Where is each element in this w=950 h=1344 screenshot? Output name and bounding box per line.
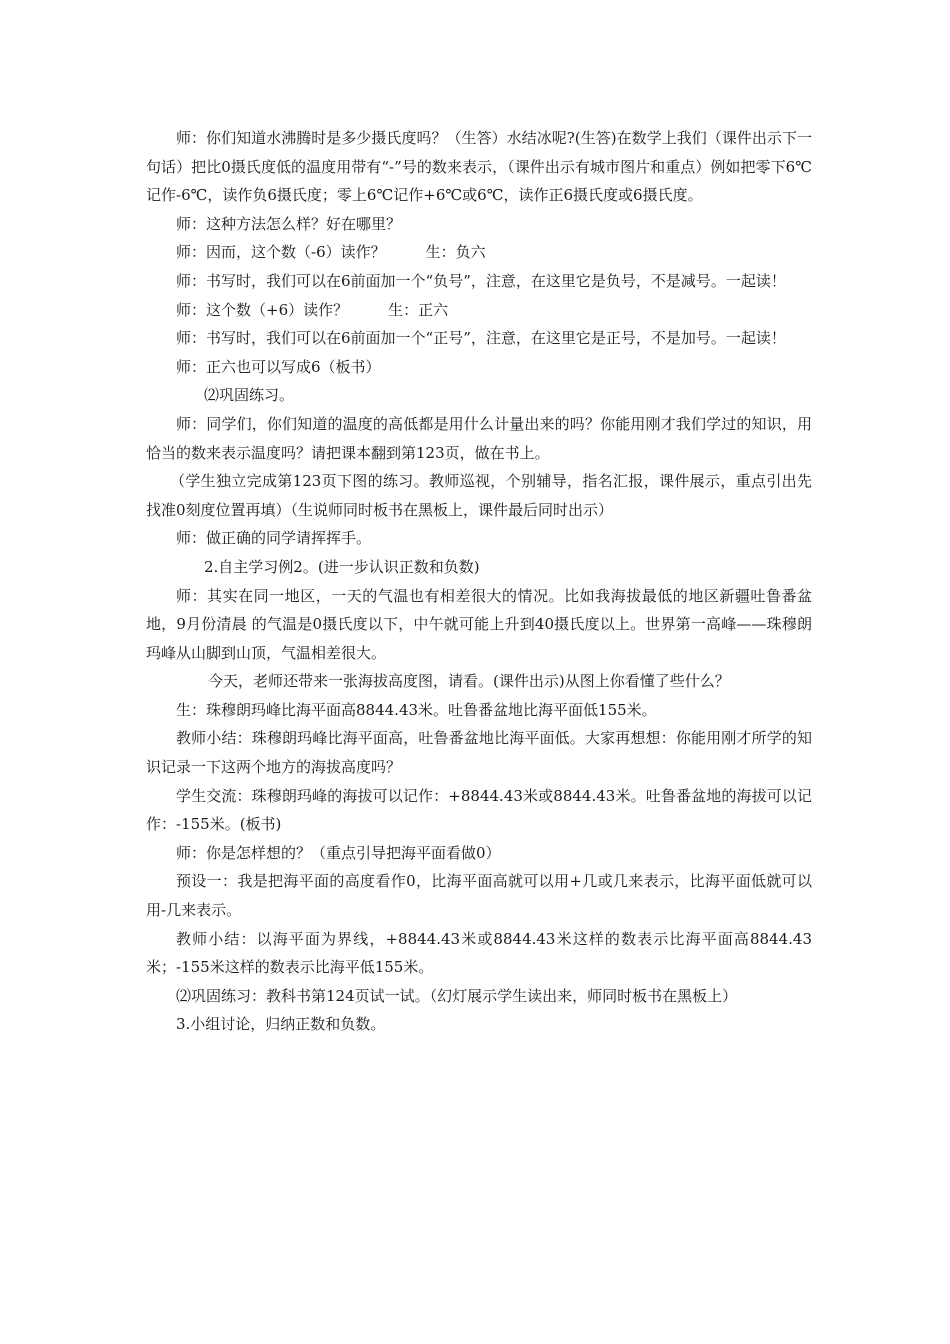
teacher-question-text: 师：这个数（+6）读作？ [176,300,349,319]
paragraph-teacher-boiling-question: 师：你们知道水沸腾时是多少摄氏度吗？（生答）水结冰呢?(生答)在数学上我们（课件出示下一句话）把比0摄氏度低的温度用带有“-”号的数来表示，（课件出示有城市图片和重点）例如把零下6℃记作-6℃，读作负6摄氏度；零上6℃记作+6℃或6℃，读作正6摄氏度或6摄氏度。 [146,129,812,205]
paragraph-altitude-map: 今天，老师还带来一张海拔高度图，请看。(课件出示)从图上你看懂了些什么？ [208,672,730,691]
paragraph-temperature-difference: 师：其实在同一地区，一天的气温也有相差很大的情况。比如我海拔最低的地区新疆吐鲁番盆地，9月份清晨 的气温是0摄氏度以下，中午就可能上升到40摄氏度以上。世界第一高峰——珠穆朗玛峰从山脚到山顶，气温相差很大。 [146,586,812,662]
paragraph-student-altitude-answer: 生：珠穆朗玛峰比海平面高8844.43米。吐鲁番盆地比海平面低155米。 [176,700,657,719]
teacher-question-text: 师：因而，这个数（-6）读作？ [176,243,386,262]
paragraph-read-negative-six [146,238,812,267]
paragraph-student-exchange: 学生交流：珠穆朗玛峰的海拔可以记作：+8844.43米或8844.43米。吐鲁番盆地的海拔可以记作：-155米。(板书) [146,786,812,834]
paragraph-practice-textbook: ⑵巩固练习：教科书第124页试一试。（幻灯展示学生读出来，师同时板书在黑板上） [176,986,738,1005]
student-answer-text: 生：正六 [388,300,449,319]
paragraph-teacher-summary-1: 教师小结：珠穆朗玛峰比海平面高，吐鲁番盆地比海平面低。大家再想想：你能用刚才所学的知识记录一下这两个地方的海拔高度吗？ [146,729,812,777]
student-answer-text: 生：负六 [425,243,486,262]
paragraph-how-think: 师：你是怎样想的？（重点引导把海平面看做0） [176,843,501,862]
paragraph-positive-sign-writing: 师：书写时，我们可以在6前面加一个“正号”，注意，在这里它是正号，不是加号。一起读！ [176,329,786,348]
paragraph-group-discussion: 3.小组讨论，归纳正数和负数。 [176,1015,386,1034]
document-page [146,124,812,1039]
paragraph-temperature-question: 师：同学们，你们知道的温度的高低都是用什么计量出来的吗？你能用刚才我们学过的知识，用恰当的数来表示温度吗？请把课本翻到第123页，做在书上。 [146,414,812,462]
paragraph-read-positive-six [146,296,812,325]
paragraph-teacher-summary-2: 教师小结：以海平面为界线，+8844.43米或8844.43米这样的数表示比海平面高8844.43米；-155米这样的数表示比海平低155米。 [146,929,812,977]
paragraph-wave-hands: 师：做正确的同学请挥挥手。 [176,529,372,548]
paragraph-teacher-method-question: 师：这种方法怎么样？好在哪里？ [176,214,402,233]
paragraph-student-exercise: （学生独立完成第123页下图的练习。教师巡视，个别辅导，指名汇报，课件展示，重点引出先找准0刻度位置再填）（生说师同时板书在黑板上，课件最后同时出示） [146,472,812,519]
paragraph-preset-one: 预设一：我是把海平面的高度看作0，比海平面高就可以用+几或几来表示，比海平面低就可以用-几来表示。 [146,872,812,920]
paragraph-negative-sign-writing: 师：书写时，我们可以在6前面加一个“负号”，注意，在这里它是负号，不是减号。一起读！ [176,271,786,290]
paragraph-example-two-heading: 2.自主学习例2。(进一步认识正数和负数) [204,557,480,576]
paragraph-practice-heading: ⑵巩固练习。 [204,386,295,405]
paragraph-positive-six-board: 师：正六也可以写成6（板书） [176,357,381,376]
